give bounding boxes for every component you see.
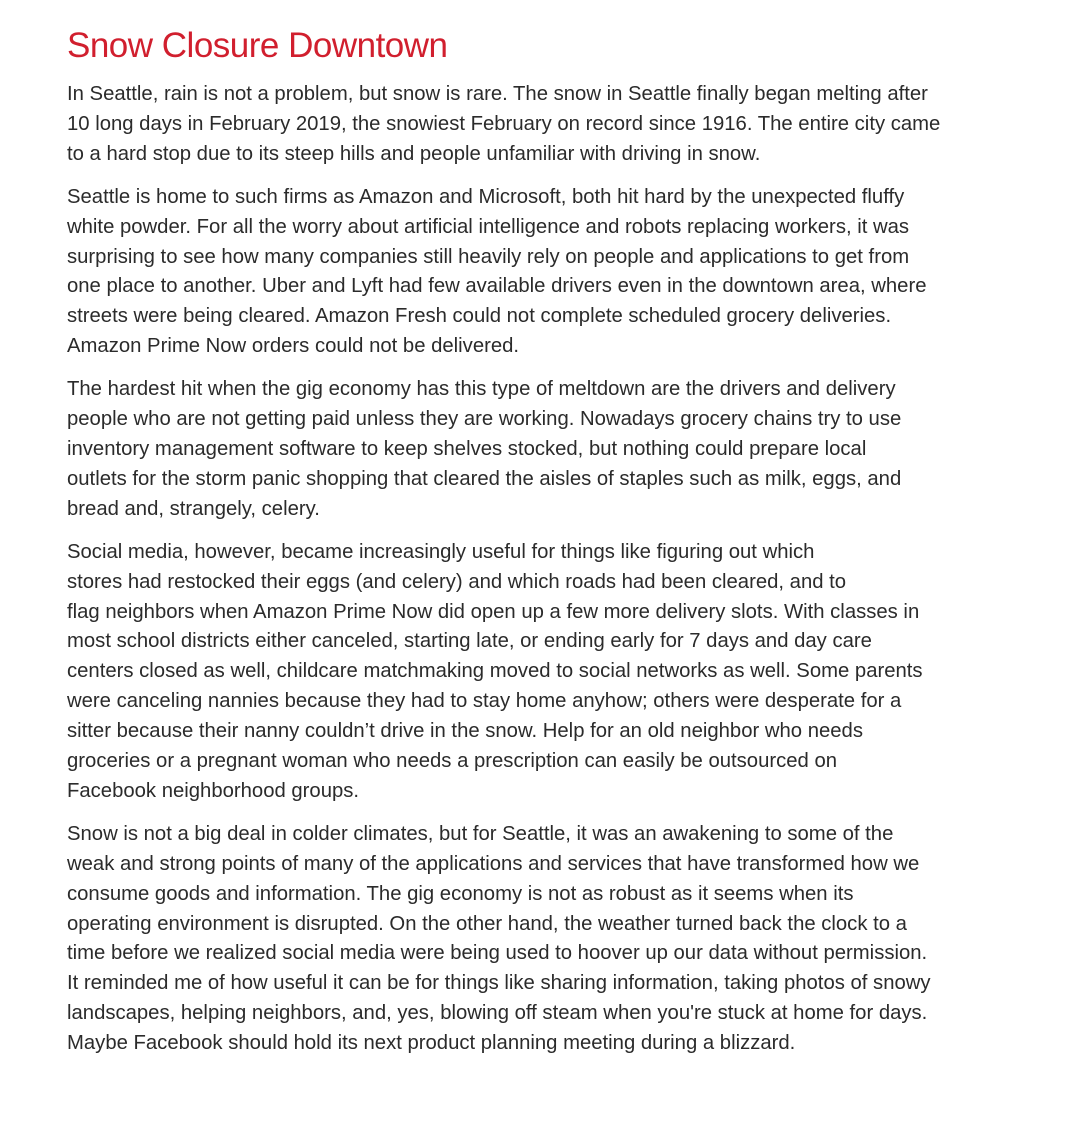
paragraph-1 [67,80,1067,170]
paragraph-line: In Seattle, rain is not a problem, but snow is rare. The snow in Seattle finally began melting after [67,83,928,105]
paragraph-5 [67,820,1067,1059]
paragraph-line: It reminded me of how useful it can be for things like sharing information, taking photos of snowy [67,972,931,995]
paragraph-line: time before we realized social media were being used to hoover up our data without permission. [67,942,928,965]
paragraph-line: to a hard stop due to its steep hills and people unfamiliar with driving in snow. [67,142,761,165]
paragraph-line: outlets for the storm panic shopping that cleared the aisles of staples such as milk, eggs, and [67,467,902,490]
paragraph-line: people who are not getting paid unless they are working. Nowadays grocery chains try to use [67,408,902,431]
paragraph-line: bread and, strangely, celery. [67,497,320,520]
paragraph-line: Social media, however, became increasingly useful for things like figuring out which [67,540,815,563]
paragraph-4 [67,538,1067,807]
article [67,24,1067,1072]
paragraph-line: Seattle is home to such firms as Amazon and Microsoft, both hit hard by the unexpected fluffy [67,185,905,208]
paragraph-line: white powder. For all the worry about artificial intelligence and robots replacing workers, it was [67,215,910,238]
paragraph-line: surprising to see how many companies still heavily rely on people and applications to get from [67,245,910,268]
paragraph-2 [67,183,1067,362]
paragraph-line: most school districts either canceled, starting late, or ending early for 7 days and day care [67,630,872,653]
paragraph-line: operating environment is disrupted. On the other hand, the weather turned back the clock to a [67,912,907,935]
paragraph-line: consume goods and information. The gig economy is not as robust as it seems when its [67,882,854,905]
paragraph-line: one place to another. Uber and Lyft had few available drivers even in the downtown area, where [67,275,927,298]
paragraph-line: Amazon Prime Now orders could not be delivered. [67,335,520,358]
article-title: Snow Closure Downtown [67,26,448,65]
article-body [67,80,1067,1059]
paragraph-line: streets were being cleared. Amazon Fresh could not complete scheduled grocery deliveries. [67,305,892,328]
paragraph-line: were canceling nannies because they had to stay home anyhow; others were desperate for a [67,690,902,713]
paragraph-line: stores had restocked their eggs (and celery) and which roads had been cleared, and to [67,570,847,593]
paragraph-line: groceries or a pregnant woman who needs a prescription can easily be outsourced on [67,750,838,773]
paragraph-line: sitter because their nanny couldn’t drive in the snow. Help for an old neighbor who needs [67,720,863,743]
paragraph-line: centers closed as well, childcare matchmaking moved to social networks as well. Some parents [67,660,923,683]
paragraph-line: weak and strong points of many of the applications and services that have transformed how we [67,852,920,875]
paragraph-line: Maybe Facebook should hold its next product planning meeting during a blizzard. [67,1032,796,1055]
paragraph-line: Facebook neighborhood groups. [67,779,360,802]
paragraph-line: The hardest hit when the gig economy has this type of meltdown are the drivers and delivery [67,378,896,401]
paragraph-3 [67,375,1067,525]
paragraph-line: Snow is not a big deal in colder climates, but for Seattle, it was an awakening to some of the [67,822,894,845]
paragraph-line: 10 long days in February 2019, the snowiest February on record since 1916. The entire city came [67,112,941,135]
paragraph-line: inventory management software to keep shelves stocked, but nothing could prepare local [67,437,867,460]
paragraph-line: flag neighbors when Amazon Prime Now did open up a few more delivery slots. With classes in [67,600,920,623]
paragraph-line: landscapes, helping neighbors, and, yes, blowing off steam when you're stuck at home for days. [67,1002,928,1025]
